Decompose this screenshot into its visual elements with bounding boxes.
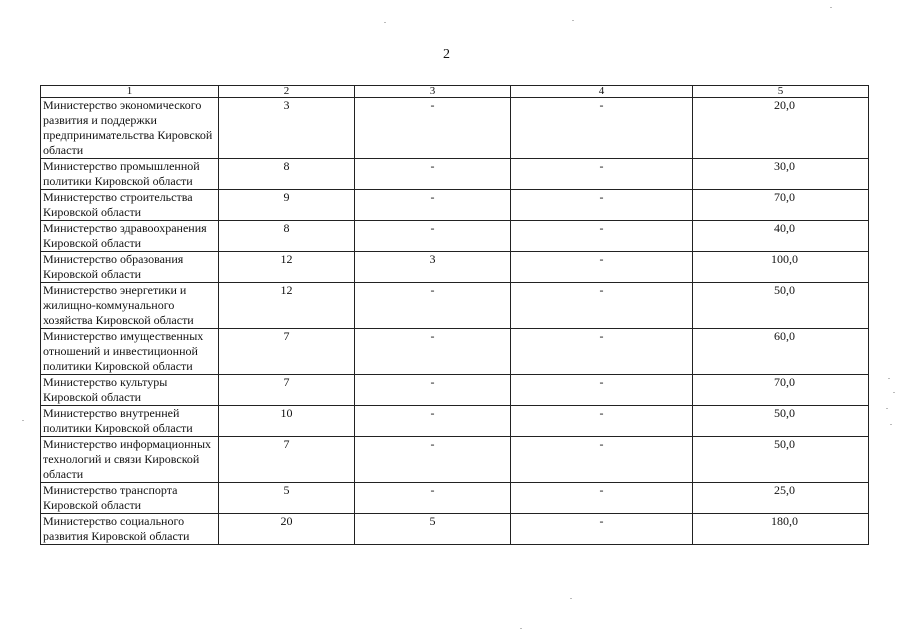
column-2-cell: 7 (219, 329, 355, 375)
column-4-cell: - (511, 406, 693, 437)
scan-speck (384, 22, 386, 23)
ministry-name-cell: Министерство строительства Кировской области (41, 190, 219, 221)
column-3-cell: - (355, 221, 511, 252)
ministry-name-cell: Министерство энергетики и жилищно-коммунального хозяйства Кировской области (41, 283, 219, 329)
page-number: 2 (443, 47, 450, 62)
column-4-cell: - (511, 252, 693, 283)
column-2-cell: 10 (219, 406, 355, 437)
table-body (41, 98, 869, 545)
column-2-cell: 12 (219, 252, 355, 283)
column-2-cell: 8 (219, 221, 355, 252)
column-5-cell: 100,0 (693, 252, 869, 283)
ministry-name-cell: Министерство промышленной политики Кировской области (41, 159, 219, 190)
column-2-cell: 12 (219, 283, 355, 329)
column-2-cell: 7 (219, 375, 355, 406)
column-header-5: 5 (693, 86, 869, 98)
table-row (41, 159, 869, 190)
table-row (41, 375, 869, 406)
column-3-cell: - (355, 483, 511, 514)
ministry-name-cell: Министерство культуры Кировской области (41, 375, 219, 406)
column-5-cell: 60,0 (693, 329, 869, 375)
column-3-cell: 3 (355, 252, 511, 283)
scan-speck (888, 378, 890, 379)
column-5-cell: 70,0 (693, 190, 869, 221)
table-row (41, 252, 869, 283)
column-4-cell: - (511, 437, 693, 483)
column-2-cell: 20 (219, 514, 355, 545)
table-row (41, 221, 869, 252)
column-4-cell: - (511, 159, 693, 190)
column-4-cell: - (511, 221, 693, 252)
ministry-name-cell: Министерство социального развития Кировской области (41, 514, 219, 545)
column-4-cell: - (511, 190, 693, 221)
scan-speck (893, 392, 895, 393)
table-row (41, 514, 869, 545)
column-header-3: 3 (355, 86, 511, 98)
column-5-cell: 30,0 (693, 159, 869, 190)
column-4-cell: - (511, 329, 693, 375)
column-header-1: 1 (41, 86, 219, 98)
column-3-cell: - (355, 190, 511, 221)
column-5-cell: 20,0 (693, 98, 869, 159)
column-2-cell: 7 (219, 437, 355, 483)
column-3-cell: 5 (355, 514, 511, 545)
column-5-cell: 50,0 (693, 406, 869, 437)
column-2-cell: 9 (219, 190, 355, 221)
ministry-name-cell: Министерство внутренней политики Кировской области (41, 406, 219, 437)
column-3-cell: - (355, 283, 511, 329)
ministry-name-cell: Министерство здравоохранения Кировской области (41, 221, 219, 252)
column-4-cell: - (511, 375, 693, 406)
scan-speck (830, 7, 832, 8)
column-5-cell: 25,0 (693, 483, 869, 514)
scan-speck (572, 20, 574, 21)
column-2-cell: 5 (219, 483, 355, 514)
column-4-cell: - (511, 98, 693, 159)
column-3-cell: - (355, 329, 511, 375)
column-5-cell: 180,0 (693, 514, 869, 545)
column-3-cell: - (355, 406, 511, 437)
scan-speck (22, 420, 24, 421)
column-3-cell: - (355, 98, 511, 159)
column-3-cell: - (355, 375, 511, 406)
table-row (41, 190, 869, 221)
ministry-name-cell: Министерство информационных технологий и связи Кировской области (41, 437, 219, 483)
table-row (41, 437, 869, 483)
scan-speck (520, 628, 522, 629)
table-row (41, 329, 869, 375)
scan-speck (886, 408, 888, 409)
column-5-cell: 40,0 (693, 221, 869, 252)
scan-speck (570, 598, 572, 599)
ministry-name-cell: Министерство имущественных отношений и инвестиционной политики Кировской области (41, 329, 219, 375)
column-5-cell: 50,0 (693, 283, 869, 329)
column-3-cell: - (355, 159, 511, 190)
table-row (41, 283, 869, 329)
ministry-name-cell: Министерство образования Кировской области (41, 252, 219, 283)
table-row (41, 98, 869, 159)
column-2-cell: 3 (219, 98, 355, 159)
scan-speck (890, 424, 892, 425)
column-4-cell: - (511, 283, 693, 329)
column-5-cell: 70,0 (693, 375, 869, 406)
column-3-cell: - (355, 437, 511, 483)
ministry-name-cell: Министерство экономического развития и поддержки предпринимательства Кировской области (41, 98, 219, 159)
table-header-row (41, 86, 869, 98)
column-4-cell: - (511, 514, 693, 545)
ministry-name-cell: Министерство транспорта Кировской области (41, 483, 219, 514)
column-2-cell: 8 (219, 159, 355, 190)
table-row (41, 483, 869, 514)
column-header-4: 4 (511, 86, 693, 98)
column-5-cell: 50,0 (693, 437, 869, 483)
column-4-cell: - (511, 483, 693, 514)
table-row (41, 406, 869, 437)
column-header-2: 2 (219, 86, 355, 98)
ministries-table (40, 85, 869, 545)
